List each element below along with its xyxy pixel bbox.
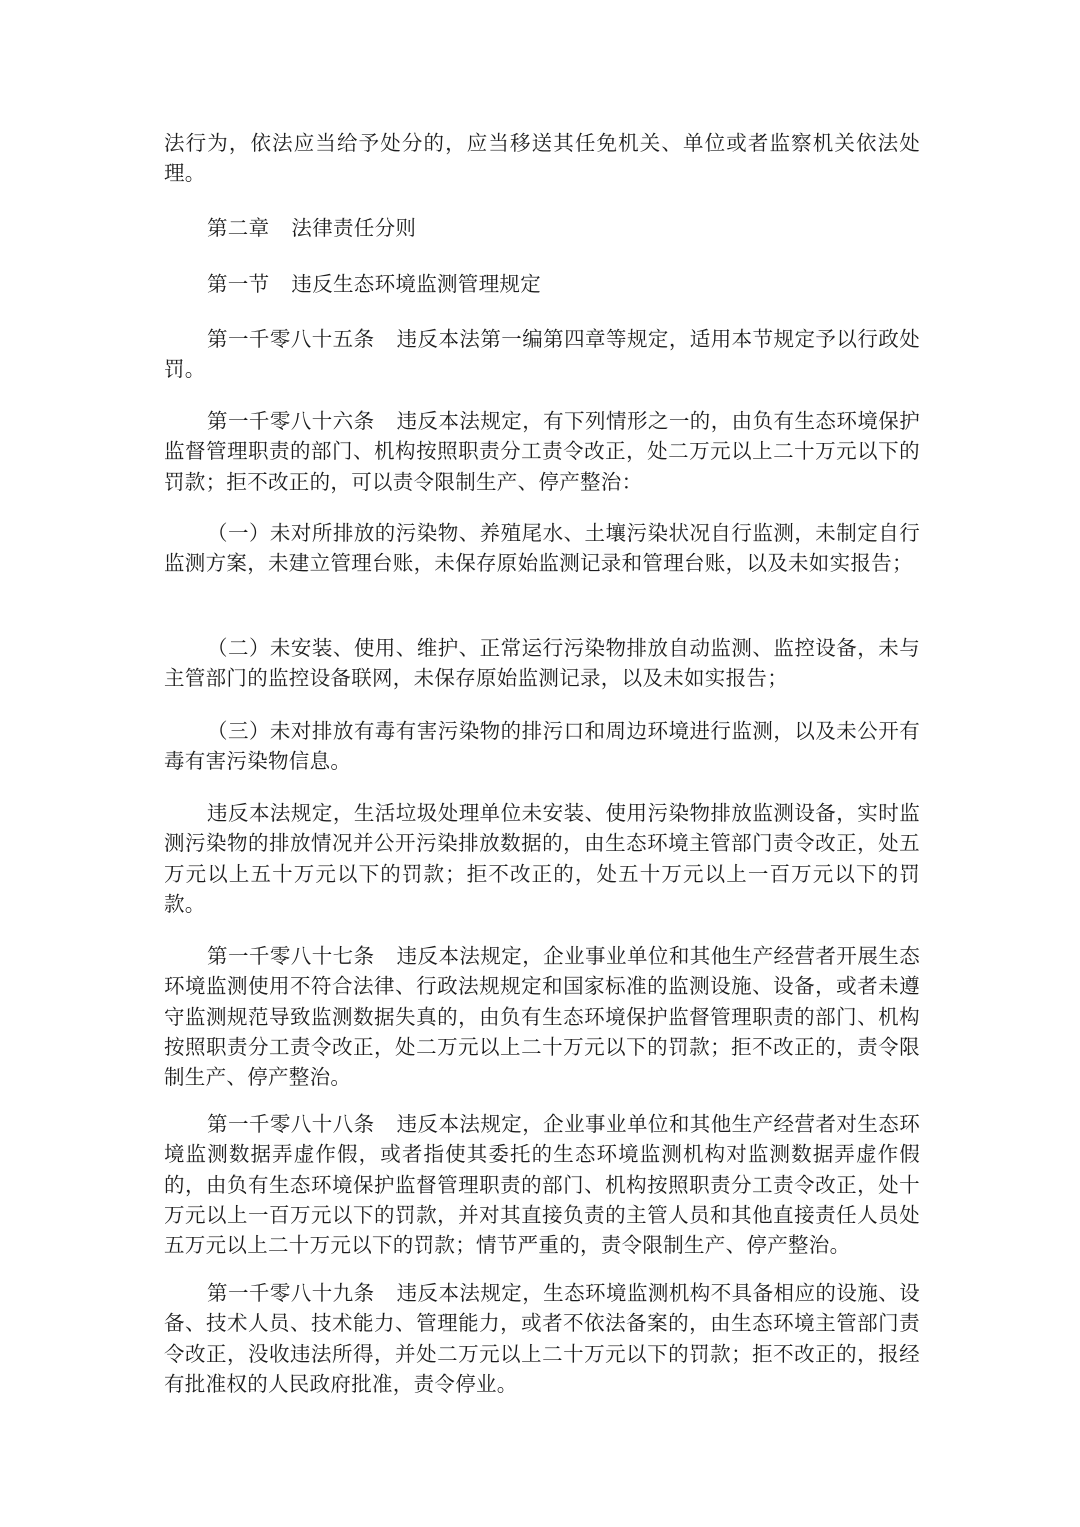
article-number: 第一千零八十七条 (207, 944, 375, 968)
continuation-paragraph: 法行为，依法应当给予处分的，应当移送其任免机关、单位或者监察机关依法处理。 (164, 131, 920, 186)
article-number: 第一千零八十九条 (207, 1281, 375, 1305)
article-text: 违反本法规定，企业事业单位和其他生产经营者开展生态环境监测使用不符合法律、行政法规规定和国家标准的监测设施、设备，或者未遵守监测规范导致监测数据失真的，由负有生态环境保护监督管理职责的部门、机构按照职责分工责令改正，处二万元以上二十万元以下的罚款；拒不改正的，责令限制生产、停产整治。 (164, 944, 921, 1090)
chapter-heading (207, 213, 416, 243)
chapter-title: 法律责任分则 (291, 216, 417, 240)
section-heading (207, 269, 541, 299)
article-number: 第一千零八十五条 (207, 327, 375, 351)
article-text: 违反本法第一编第四章等规定，适用本节规定予以行政处罚。 (164, 327, 921, 382)
list-item-2: （二）未安装、使用、维护、正常运行污染物排放自动监测、监控设备，未与主管部门的监控设备联网，未保存原始监测记录，以及未如实报告； (164, 636, 920, 691)
article-number: 第一千零八十六条 (207, 409, 375, 433)
article-text: 违反本法规定，企业事业单位和其他生产经营者对生态环境监测数据弄虚作假，或者指使其委托的生态环境监测机构对监测数据弄虚作假的，由负有生态环境保护监督管理职责的部门、机构按照职责分工责令改正，处十万元以上一百万元以下的罚款，并对其直接负责的主管人员和其他直接责任人员处五万元以上二十万元以下的罚款；情节严重的，责令限制生产、停产整治。 (164, 1112, 921, 1258)
article-number: 第一千零八十八条 (207, 1112, 375, 1136)
article-text: 违反本法规定，有下列情形之一的，由负有生态环境保护监督管理职责的部门、机构按照职责分工责令改正，处二万元以上二十万元以下的罚款；拒不改正的，可以责令限制生产、停产整治： (164, 409, 921, 494)
article-1087 (164, 941, 920, 1092)
chapter-number: 第二章 (207, 216, 270, 240)
list-item-1: （一）未对所排放的污染物、养殖尾水、土壤污染状况自行监测，未制定自行监测方案，未建立管理台账，未保存原始监测记录和管理台账，以及未如实报告； (164, 521, 920, 576)
waste-paragraph: 违反本法规定，生活垃圾处理单位未安装、使用污染物排放监测设备，实时监测污染物的排放情况并公开污染排放数据的，由生态环境主管部门责令改正，处五万元以上五十万元以下的罚款；拒不改正的，处五十万元以上一百万元以下的罚款。 (164, 801, 920, 916)
section-number: 第一节 (207, 272, 270, 296)
article-1089 (164, 1278, 920, 1399)
article-1085 (164, 324, 920, 385)
article-1088 (164, 1109, 920, 1260)
article-1086 (164, 406, 920, 497)
section-title: 违反生态环境监测管理规定 (291, 272, 542, 296)
article-text: 违反本法规定，生态环境监测机构不具备相应的设施、设备、技术人员、技术能力、管理能力，或者不依法备案的，由生态环境主管部门责令改正，没收违法所得，并处二万元以上二十万元以下的罚款；拒不改正的，报经有批准权的人民政府批准，责令停业。 (164, 1281, 921, 1396)
list-item-3: （三）未对排放有毒有害污染物的排污口和周边环境进行监测，以及未公开有毒有害污染物信息。 (164, 719, 920, 774)
